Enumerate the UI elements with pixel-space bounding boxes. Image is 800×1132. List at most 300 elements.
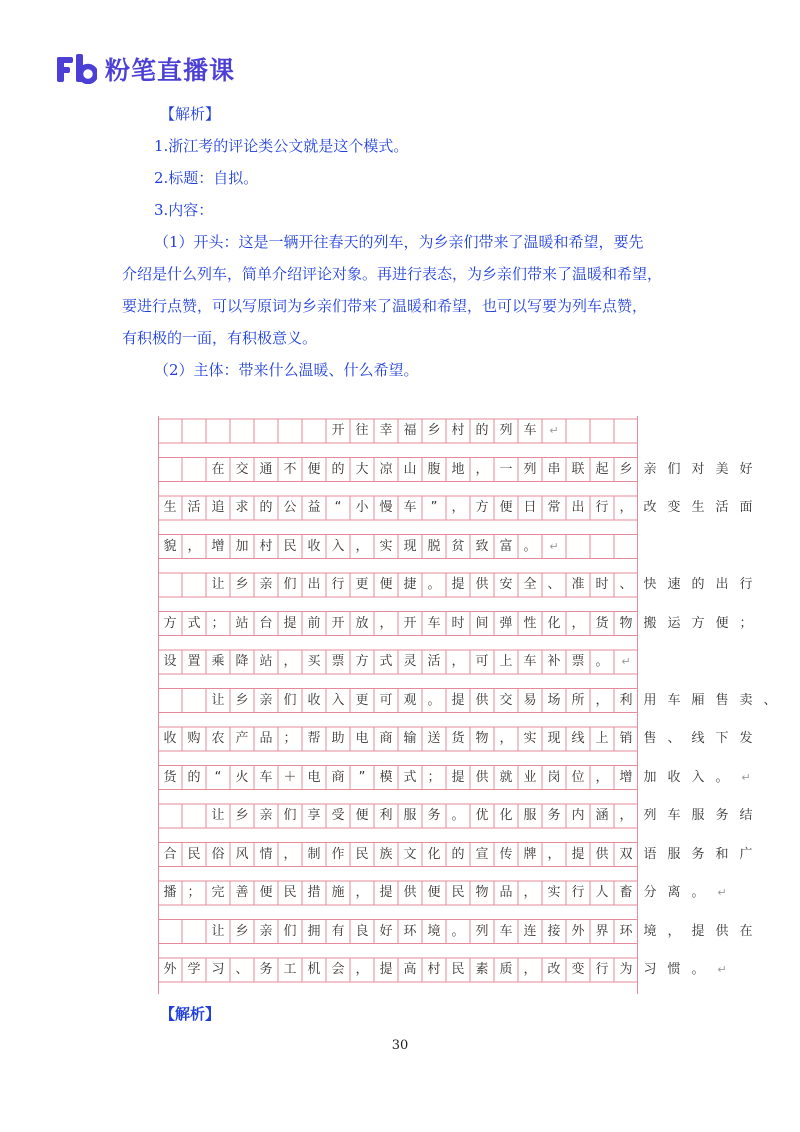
- grid-char: 。: [427, 577, 441, 592]
- grid-char: 亲: [259, 692, 273, 708]
- grid-char: 广: [739, 846, 753, 862]
- grid-char: 车: [427, 615, 441, 631]
- grid-char: 串: [547, 461, 561, 477]
- grid-char: 畜: [619, 885, 633, 900]
- grid-char: 车: [523, 654, 537, 669]
- grid-char: ；: [427, 769, 441, 785]
- grid-char: 收: [667, 769, 681, 785]
- grid-char: 合: [163, 846, 177, 862]
- grid-char: 环: [619, 923, 633, 939]
- grid-char: 幸: [379, 423, 393, 438]
- grid-char: 开: [403, 615, 417, 631]
- grid-char: 便: [715, 615, 729, 631]
- grid-char: 农: [211, 731, 225, 746]
- footer-analysis-title: 【解析】: [160, 1005, 221, 1023]
- grid-char: 文: [403, 846, 417, 862]
- grid-char: 票: [571, 654, 585, 669]
- grid-char: 收: [307, 692, 321, 708]
- grid-char: 便: [427, 885, 441, 900]
- grid-char: 交: [235, 461, 249, 477]
- grid-char: 出: [307, 577, 321, 592]
- grid-char: ，: [283, 654, 297, 669]
- grid-char: 实: [379, 538, 393, 554]
- grid-char: 列: [523, 461, 537, 477]
- grid-char: 全: [523, 577, 537, 592]
- grid-char: 。: [595, 654, 609, 669]
- grid-char: 、: [547, 577, 561, 592]
- grid-char: 现: [403, 538, 417, 554]
- grid-char: 服: [667, 846, 681, 862]
- essay-grid-paper: [158, 416, 777, 994]
- grid-char: 供: [715, 923, 729, 939]
- grid-char: 交: [499, 692, 513, 708]
- grid-char: 施: [331, 885, 345, 900]
- grid-char: 美: [715, 461, 729, 477]
- grid-char: 乡: [235, 923, 249, 939]
- grid-char: 会: [331, 962, 345, 977]
- grid-char: 便: [379, 577, 393, 592]
- grid-char: 票: [331, 654, 345, 669]
- grid-char: 车: [523, 423, 537, 438]
- grid-char: 所: [571, 692, 585, 708]
- grid-char: 品: [259, 731, 273, 746]
- grid-char: 电: [307, 769, 321, 785]
- grid-char: 便: [355, 808, 369, 823]
- grid-char: 线: [691, 731, 705, 746]
- grid-char: 、: [619, 577, 633, 592]
- grid-char: 销: [619, 731, 633, 746]
- grid-char: 火: [235, 769, 249, 785]
- grid-char: 提: [451, 692, 465, 708]
- grid-char: ；: [187, 885, 201, 900]
- grid-char: 优: [475, 808, 489, 823]
- grid-char: 脱: [427, 538, 441, 554]
- grid-char: 易: [523, 692, 537, 708]
- grid-char: ↵: [717, 963, 727, 976]
- grid-char: 行: [571, 885, 585, 900]
- grid-char: 快: [643, 577, 657, 592]
- grid-char: 凉: [379, 461, 393, 477]
- grid-char: 民: [187, 846, 201, 862]
- grid-char: 的: [187, 769, 201, 785]
- grid-char: 站: [235, 615, 249, 631]
- grid-char: 上: [595, 731, 609, 746]
- grid-char: 俗: [211, 846, 225, 862]
- grid-char: 山: [403, 461, 417, 477]
- grid-char: 民: [283, 885, 297, 900]
- fenbi-logo-icon: [57, 54, 97, 84]
- grid-char: 完: [211, 885, 225, 900]
- grid-char: 供: [475, 577, 489, 592]
- grid-char: 入: [691, 769, 705, 785]
- grid-char: ，: [499, 731, 513, 746]
- grid-char: 化: [427, 846, 441, 862]
- grid-char: 乡: [619, 461, 633, 477]
- grid-char: 结: [739, 808, 753, 823]
- grid-char: 村: [427, 962, 441, 977]
- grid-char: 质: [499, 962, 513, 977]
- grid-char: ↵: [717, 886, 727, 899]
- grid-char: 利: [619, 692, 633, 708]
- grid-char: ，: [355, 885, 369, 900]
- grid-char: 站: [259, 654, 273, 669]
- grid-char: 供: [475, 769, 489, 785]
- grid-char: 上: [499, 654, 513, 669]
- grid-char: 语: [643, 846, 657, 862]
- grid-char: 位: [571, 769, 585, 785]
- grid-char: 收: [163, 731, 177, 746]
- grid-char: 境: [643, 923, 657, 939]
- grid-char: 习: [211, 962, 225, 977]
- grid-char: 们: [283, 577, 297, 592]
- grid-char: 分: [643, 885, 657, 900]
- grid-char: 岗: [547, 769, 561, 785]
- grid-char: 化: [499, 808, 513, 823]
- grid-char: 运: [667, 615, 681, 631]
- grid-char: 贫: [451, 538, 465, 554]
- grid-char: 线: [571, 731, 585, 746]
- grid-char: 车: [259, 769, 273, 785]
- grid-char: 民: [451, 885, 465, 900]
- grid-char: 风: [235, 846, 249, 862]
- grid-char: 不: [283, 461, 297, 477]
- grid-char: 化: [547, 615, 561, 631]
- grid-char: 行: [595, 962, 609, 977]
- grid-char: 地: [451, 461, 465, 477]
- grid-char: 活: [427, 654, 441, 669]
- grid-char: 出: [715, 577, 729, 592]
- grid-char: 送: [427, 731, 441, 746]
- grid-char: 帮: [307, 731, 321, 746]
- grid-char: 公: [283, 500, 297, 515]
- grid-char: 提: [691, 923, 705, 939]
- grid-char: 物: [475, 885, 489, 900]
- grid-char: 弹: [499, 615, 513, 631]
- grid-char: ”: [358, 769, 366, 785]
- grid-char: 发: [739, 731, 753, 746]
- grid-char: 入: [331, 692, 345, 708]
- grid-char: 务: [259, 962, 273, 977]
- grid-char: 们: [283, 808, 297, 823]
- grid-char: 连: [523, 923, 537, 939]
- grid-char: 车: [499, 923, 513, 939]
- grid-char: 业: [523, 769, 537, 785]
- grid-char: 务: [547, 808, 561, 823]
- grid-char: 的: [475, 423, 489, 438]
- grid-char: ，: [571, 615, 585, 631]
- grid-char: 受: [331, 808, 345, 823]
- grid-char: 涵: [595, 808, 609, 823]
- grid-char: 降: [235, 654, 249, 669]
- grid-char: 亲: [259, 923, 273, 939]
- grid-char: 准: [571, 577, 585, 592]
- grid-char: 民: [283, 538, 297, 554]
- grid-char: 收: [307, 538, 321, 554]
- grid-char: ”: [430, 500, 438, 515]
- grid-char: ＋: [283, 769, 297, 785]
- grid-char: ，: [595, 769, 609, 785]
- grid-char: 列: [499, 423, 513, 438]
- grid-char: 货: [451, 731, 465, 746]
- grid-char: 加: [643, 769, 657, 785]
- grid-char: 对: [691, 461, 705, 477]
- grid-char: 售: [643, 731, 657, 746]
- grid-char: 灵: [403, 654, 417, 669]
- grid-char: 情: [259, 846, 273, 862]
- grid-char: ；: [739, 615, 753, 631]
- content-p1-line-3: 要进行点赞，可以写原词为乡亲们带来了温暖和希望，也可以写要为列车点赞，: [122, 297, 648, 315]
- grid-char: 通: [259, 461, 273, 477]
- grid-char: 务: [427, 808, 441, 823]
- grid-char: 有: [331, 923, 345, 939]
- grid-char: 村: [451, 423, 465, 438]
- grid-char: 的: [259, 500, 273, 515]
- grid-char: 实: [523, 731, 537, 746]
- page-number: 30: [391, 1038, 409, 1053]
- grid-char: ，: [451, 500, 465, 515]
- grid-char: ；: [283, 731, 297, 746]
- grid-char: 卖: [739, 692, 753, 708]
- grid-char: 腹: [427, 461, 441, 477]
- grid-char: 活: [715, 500, 729, 515]
- grid-char: 和: [715, 846, 729, 862]
- grid-char: 制: [307, 846, 321, 862]
- grid-char: 物: [619, 615, 633, 631]
- grid-char: 增: [211, 538, 225, 554]
- grid-char: 加: [235, 538, 249, 554]
- grid-char: 让: [211, 692, 225, 708]
- grid-char: 牌: [523, 846, 537, 862]
- grid-char: ，: [619, 808, 633, 823]
- logo-text: 粉笔直播课: [105, 56, 236, 85]
- content-p1-line-4: 有积极的一面，有积极意义。: [122, 329, 318, 347]
- grid-char: 入: [331, 538, 345, 554]
- grid-char: 提: [571, 846, 585, 862]
- grid-char: 亲: [643, 461, 657, 477]
- grid-char: 可: [379, 692, 393, 708]
- grid-char: 置: [187, 654, 201, 669]
- grid-char: 车: [667, 808, 681, 823]
- analysis-item-2: 2.标题：自拟。: [154, 169, 259, 187]
- grid-char: 行: [739, 577, 753, 592]
- grid-char: 便: [307, 461, 321, 477]
- grid-char: 乘: [211, 654, 225, 669]
- grid-char: 车: [667, 692, 681, 708]
- grid-char: 观: [403, 692, 417, 708]
- grid-char: 产: [235, 731, 249, 746]
- grid-char: 让: [211, 923, 225, 939]
- grid-char: 族: [379, 846, 393, 862]
- grid-char: ，: [451, 654, 465, 669]
- grid-char: 接: [547, 923, 561, 939]
- grid-char: 民: [451, 962, 465, 977]
- grid-char: 式: [403, 769, 417, 785]
- grid-char: 作: [331, 846, 345, 862]
- grid-char: 传: [499, 846, 513, 862]
- grid-char: 大: [355, 461, 369, 477]
- grid-char: 慢: [379, 500, 393, 515]
- grid-char: 。: [427, 692, 441, 708]
- grid-char: 在: [739, 923, 753, 939]
- grid-char: 助: [331, 731, 345, 746]
- grid-char: ↵: [549, 539, 559, 553]
- grid-char: 间: [475, 615, 489, 631]
- grid-char: 益: [307, 500, 321, 515]
- grid-char: 亲: [259, 808, 273, 823]
- grid-char: 方: [475, 500, 489, 515]
- grid-char: 方: [163, 615, 177, 631]
- grid-char: 内: [571, 808, 585, 823]
- grid-char: 外: [571, 923, 585, 939]
- grid-char: 提: [451, 769, 465, 785]
- grid-char: 行: [331, 577, 345, 592]
- grid-char: 实: [547, 885, 561, 900]
- grid-char: 生: [163, 500, 177, 515]
- grid-char: ，: [547, 846, 561, 862]
- grid-char: 联: [571, 461, 585, 477]
- grid-char: 时: [451, 615, 465, 631]
- grid-char: 提: [379, 962, 393, 977]
- grid-char: 厢: [691, 692, 705, 708]
- grid-char: 一: [499, 461, 513, 477]
- grid-char: 。: [715, 769, 729, 785]
- grid-char: 商: [331, 769, 345, 785]
- grid-char: 品: [499, 885, 513, 900]
- grid-char: 村: [259, 538, 273, 554]
- grid-char: 设: [163, 654, 177, 669]
- grid-char: 素: [475, 962, 489, 977]
- grid-char: 境: [427, 923, 441, 939]
- grid-char: ，: [523, 885, 537, 900]
- grid-char: 出: [571, 500, 585, 515]
- grid-char: 活: [187, 500, 201, 515]
- grid-char: 现: [547, 731, 561, 746]
- grid-char: ，: [379, 615, 393, 631]
- grid-char: 人: [595, 885, 609, 900]
- grid-char: 便: [499, 500, 513, 515]
- grid-char: 界: [595, 923, 609, 939]
- grid-char: 善: [235, 885, 249, 900]
- grid-char: 享: [307, 808, 321, 823]
- grid-char: 行: [595, 500, 609, 515]
- grid-char: 们: [667, 461, 681, 477]
- grid-char: 让: [211, 577, 225, 592]
- grid-char: 方: [355, 654, 369, 669]
- grid-char: ，: [667, 923, 681, 939]
- grid-char: 供: [403, 885, 417, 900]
- grid-char: 供: [595, 846, 609, 862]
- grid-char: 更: [355, 692, 369, 708]
- grid-char: 让: [211, 808, 225, 823]
- grid-char: ，: [283, 846, 297, 862]
- grid-char: “: [334, 500, 342, 515]
- grid-char: 台: [259, 615, 273, 631]
- grid-char: 往: [355, 423, 369, 438]
- grid-char: 售: [715, 692, 729, 708]
- grid-char: 便: [259, 885, 273, 900]
- grid-char: 供: [475, 692, 489, 708]
- grid-char: 求: [235, 500, 249, 515]
- grid-char: 乡: [235, 692, 249, 708]
- grid-char: 利: [379, 808, 393, 823]
- grid-char: 。: [451, 923, 465, 939]
- grid-char: 措: [307, 885, 321, 900]
- grid-char: 乡: [235, 808, 249, 823]
- grid-char: 服: [691, 808, 705, 823]
- grid-char: 捷: [403, 577, 417, 592]
- grid-char: 开: [331, 423, 345, 438]
- grid-char: 车: [403, 500, 417, 515]
- grid-char: 的: [691, 577, 705, 592]
- grid-char: 输: [403, 731, 417, 746]
- content-p1-line-2: 介绍是什么列车，简单介绍评论对象。再进行表态，为乡亲们带来了温暖和希望，: [122, 265, 663, 283]
- grid-char: 外: [163, 962, 177, 977]
- grid-char: ↵: [621, 655, 631, 668]
- content-p1-line-1: （1）开头：这是一辆开往春天的列车，为乡亲们带来了温暖和希望，要先: [154, 233, 644, 251]
- grid-char: 在: [211, 461, 225, 477]
- content-p2: （2）主体：带来什么温暖、什么希望。: [154, 361, 419, 379]
- grid-char: 物: [475, 731, 489, 746]
- grid-char: 式: [187, 615, 201, 631]
- grid-char: 常: [547, 500, 561, 515]
- grid-char: 开: [331, 615, 345, 631]
- grid-char: 式: [379, 654, 393, 669]
- grid-char: 商: [379, 731, 393, 746]
- grid-char: 追: [211, 500, 225, 515]
- grid-char: 好: [379, 923, 393, 939]
- grid-char: 服: [403, 808, 417, 823]
- grid-char: 小: [355, 500, 369, 515]
- grid-char: 提: [451, 577, 465, 592]
- grid-char: 的: [451, 846, 465, 862]
- grid-char: ，: [355, 962, 369, 977]
- grid-char: 生: [691, 500, 705, 515]
- grid-char: ↵: [741, 770, 751, 784]
- grid-char: 双: [619, 846, 633, 862]
- grid-char: ；: [211, 615, 225, 631]
- grid-char: 务: [691, 846, 705, 862]
- grid-char: 方: [691, 615, 705, 631]
- grid-char: 学: [187, 962, 201, 977]
- grid-char: 。: [523, 538, 537, 554]
- grid-char: 服: [523, 808, 537, 823]
- grid-char: 习: [643, 962, 657, 977]
- grid-char: 安: [499, 577, 513, 592]
- grid-char: ，: [595, 692, 609, 708]
- grid-char: 好: [739, 461, 753, 477]
- grid-char: 们: [283, 692, 297, 708]
- grid-char: 提: [283, 615, 297, 631]
- grid-char: 播: [163, 885, 177, 900]
- grid-char: 惯: [667, 962, 681, 977]
- grid-char: 改: [643, 500, 657, 515]
- grid-char: 前: [307, 615, 321, 631]
- grid-char: 们: [283, 923, 297, 939]
- grid-char: 货: [163, 769, 177, 785]
- grid-char: 提: [379, 885, 393, 900]
- grid-char: 变: [571, 962, 585, 977]
- grid-char: 、: [667, 731, 681, 746]
- grid-char: 的: [331, 461, 345, 477]
- grid-char: 性: [523, 615, 537, 631]
- grid-char: 用: [643, 692, 657, 708]
- grid-char: 乡: [427, 423, 441, 438]
- grid-char: 速: [667, 577, 681, 592]
- grid-char: 民: [355, 846, 369, 862]
- grid-char: 列: [475, 923, 489, 939]
- grid-char: 为: [619, 962, 633, 977]
- grid-char: 工: [283, 962, 297, 977]
